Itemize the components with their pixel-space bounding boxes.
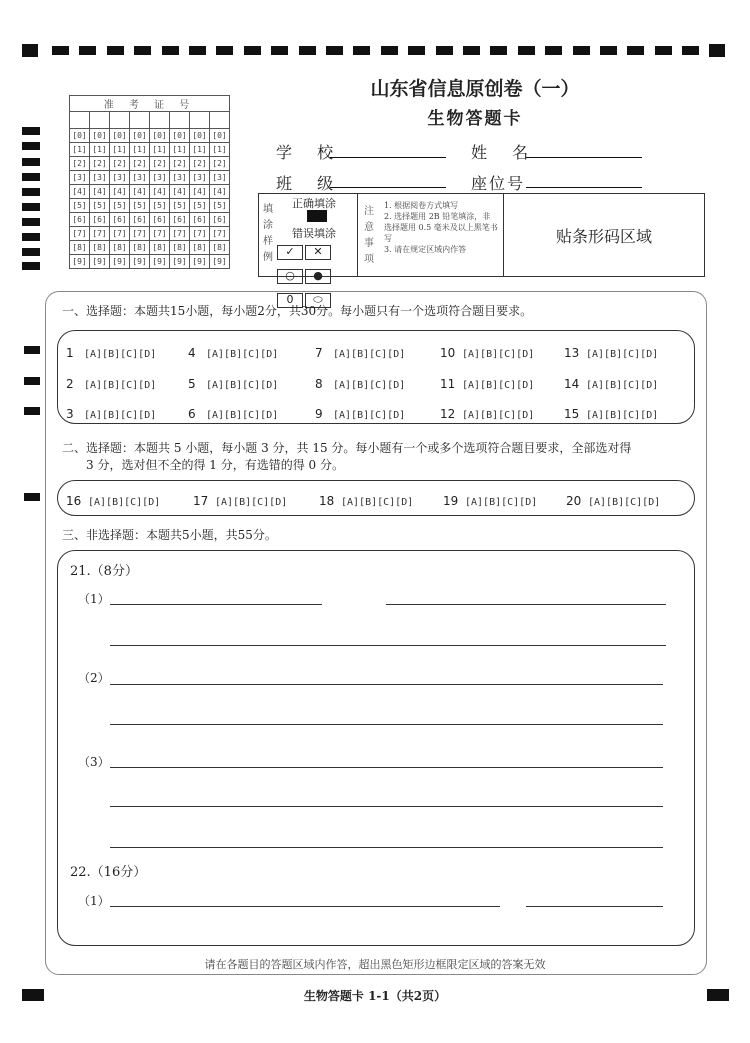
admission-bubble[interactable]: [8] [190,241,210,255]
seat-field[interactable] [526,187,642,188]
admission-bubble[interactable]: [7] [170,227,190,241]
multi-choice-question[interactable] [319,490,413,509]
timing-mark [436,46,453,55]
admission-bubble[interactable]: [8] [150,241,170,255]
section2-answer-box[interactable] [57,480,695,516]
choice-question[interactable] [564,373,658,392]
wrong-fill-mark: ✕ [305,245,331,260]
admission-bubble[interactable]: [1] [110,143,130,157]
timing-mark [79,46,96,55]
timing-mark [490,46,507,55]
admission-bubble[interactable]: [9] [70,255,90,269]
seat-label: 座位号 [471,174,526,193]
admission-bubble[interactable]: [2] [130,157,150,171]
barcode-label: 贴条形码区域 [555,226,652,246]
admission-bubble[interactable]: [5] [170,199,190,213]
timing-mark [600,46,617,55]
option-bubbles[interactable]: [A][B][C][D] [586,379,659,391]
choice-question[interactable] [315,403,405,422]
admission-bubble[interactable]: [2] [190,157,210,171]
q21-part3-line-b[interactable] [110,806,663,807]
admission-bubble[interactable]: [3] [130,171,150,185]
admission-bubble[interactable]: [6] [190,213,210,227]
notes-item: 1. 根据阅卷方式填写 [384,201,459,210]
admission-bubble[interactable]: [4] [190,185,210,199]
admission-bubble[interactable]: [1] [190,143,210,157]
notes-side-label [364,204,374,268]
timing-mark [299,46,316,55]
admission-bubble[interactable]: [2] [110,157,130,171]
admission-bubble[interactable]: [9] [110,255,130,269]
q22-label: 22.（16分） [70,865,147,880]
admission-bubble[interactable]: [6] [70,213,90,227]
choice-question[interactable] [66,373,156,392]
timing-mark [326,46,343,55]
notes-box [357,193,504,277]
wrong-fill-mark: 0 [277,293,303,308]
question-number: 3 [66,407,74,421]
timing-mark [271,46,288,55]
question-number: 10 [440,346,456,360]
section2-instructions-line1: 二、选择题：本题共 5 小题，每小题 3 分，共 15 分。每小题有一个或多个选项符合题目要求，全部选对得 [62,441,632,455]
fill-side-char: 样 [263,236,273,247]
question-number: 14 [564,376,580,391]
q21-part2-line-a[interactable] [110,684,663,685]
q22-part1-label: （1） [78,894,110,908]
choice-question[interactable] [315,342,405,361]
option-bubbles[interactable]: [A][B][C][D] [586,410,659,421]
notes-side-char: 注 [364,206,374,217]
option-bubbles[interactable]: [A][B][C][D] [462,379,535,391]
admission-bubble[interactable]: [5] [210,199,230,213]
admission-bubble[interactable]: [8] [110,241,130,255]
admission-bubble[interactable]: [7] [90,227,110,241]
choice-question[interactable] [440,342,534,361]
timing-mark [52,46,69,55]
timing-mark [627,46,644,55]
admission-bubble[interactable]: [3] [90,171,110,185]
class-label: 班 级 [276,174,344,193]
multi-choice-question[interactable] [66,490,160,509]
admission-bubble[interactable]: [7] [130,227,150,241]
timing-mark [162,46,179,55]
admission-bubble[interactable]: [2] [70,157,90,171]
question-number: 20 [566,494,582,508]
question-number: 15 [564,407,580,421]
timing-mark [463,46,480,55]
notes-side-char: 意 [364,222,374,233]
admission-bubble[interactable]: [4] [170,185,190,199]
question-number: 13 [564,346,580,360]
section1-instructions: 一、选择题：本题共15小题，每小题2分，共30分。每小题只有一个选项符合题目要求。 [62,304,533,318]
admission-bubble[interactable]: [6] [110,213,130,227]
question-number: 11 [440,376,456,391]
admission-bubble[interactable]: [6] [130,213,150,227]
admission-bubble[interactable]: [6] [150,213,170,227]
multi-choice-question[interactable] [193,490,287,509]
school-field[interactable] [330,157,446,158]
admission-bubble[interactable]: [1] [170,143,190,157]
choice-question[interactable] [188,403,278,422]
fill-example-box [258,193,358,306]
admission-bubble[interactable]: [1] [70,143,90,157]
admission-bubble[interactable]: [0] [170,129,190,143]
admission-bubble[interactable]: [8] [210,241,230,255]
fill-side-char: 涂 [263,220,273,231]
admission-bubble[interactable]: [8] [90,241,110,255]
name-field[interactable] [526,157,642,158]
timing-mark [655,46,672,55]
choice-question[interactable] [440,403,534,422]
admission-bubble[interactable]: [5] [90,199,110,213]
section3-answer-box[interactable] [57,550,695,946]
section3-instructions: 三、非选择题：本题共5小题，共55分。 [62,528,277,542]
option-bubbles[interactable]: [A][B][C][D] [341,497,414,508]
option-bubbles[interactable]: [A][B][C][D] [206,349,279,360]
option-bubbles[interactable]: [A][B][C][D] [84,349,157,360]
admission-bubble[interactable]: [9] [90,255,110,269]
q21-part1-line-a[interactable] [110,604,322,605]
admission-bubble[interactable]: [5] [110,199,130,213]
admission-bubble[interactable]: [6] [210,213,230,227]
notes-item: 3. 请在规定区域内作答 [384,245,467,254]
admission-bubble[interactable]: [9] [170,255,190,269]
section1-answer-box[interactable] [57,330,695,424]
option-bubbles[interactable]: [A][B][C][D] [465,497,538,508]
q21-part1-line-b[interactable] [386,604,666,605]
choice-question[interactable] [188,342,278,361]
option-bubbles[interactable]: [A][B][C][D] [462,410,535,421]
option-bubbles[interactable]: [A][B][C][D] [462,349,535,360]
admission-bubble[interactable]: [1] [90,143,110,157]
timing-mark [573,46,590,55]
admission-bubble[interactable]: [3] [110,171,130,185]
admission-bubble[interactable]: [2] [150,157,170,171]
admission-bubble[interactable]: [3] [210,171,230,185]
q21-label: 21.（8分） [70,564,138,579]
timing-mark [545,46,562,55]
admission-bubble[interactable]: [0] [210,129,230,143]
question-number: 18 [319,494,335,508]
admission-bubble[interactable]: [8] [170,241,190,255]
option-bubbles[interactable]: [A][B][C][D] [333,410,406,421]
timing-mark [216,46,233,55]
option-bubbles[interactable]: [A][B][C][D] [88,497,161,508]
admission-number-grid[interactable] [69,95,230,269]
timing-mark [682,46,699,55]
admission-bubble[interactable]: [5] [190,199,210,213]
admission-bubble[interactable]: [1] [150,143,170,157]
question-number: 19 [443,494,459,508]
notes-side-char: 事 [364,238,374,249]
school-label: 学 校 [276,143,344,162]
q21-part3-line-a[interactable] [110,767,663,768]
q21-part3-line-c[interactable] [110,847,663,848]
admission-bubble[interactable]: [7] [150,227,170,241]
question-number: 4 [188,346,196,360]
choice-question[interactable] [66,342,156,361]
admission-bubble[interactable]: [3] [150,171,170,185]
wrong-fill-mark: ✓ [277,245,303,260]
admission-bubble[interactable]: [4] [70,185,90,199]
admission-bubble[interactable]: [3] [70,171,90,185]
admission-bubble[interactable]: [9] [150,255,170,269]
admission-bubble[interactable]: [7] [110,227,130,241]
option-bubbles[interactable]: [A][B][C][D] [84,410,157,421]
multi-choice-question[interactable] [443,490,537,509]
fill-side-char: 填 [263,204,273,215]
section2-instructions-line2: 3 分，选对但不全的得 1 分，有选错的得 0 分。 [86,458,344,472]
admission-bubble[interactable]: [3] [190,171,210,185]
q22-part1-line-b[interactable] [526,906,663,907]
timing-mark [107,46,124,55]
option-bubbles[interactable]: [A][B][C][D] [206,379,279,391]
page-number: 生物答题卡 1-1（共2页） [303,989,447,1003]
q21-part1-line-c[interactable] [110,645,666,646]
option-bubbles[interactable]: [A][B][C][D] [206,410,279,421]
admission-bubble[interactable]: [0] [70,129,90,143]
question-number: 5 [188,376,196,391]
admission-bubble[interactable]: [5] [70,199,90,213]
admission-bubble[interactable]: [5] [130,199,150,213]
choice-question[interactable] [315,373,405,392]
question-number: 16 [66,494,82,508]
q21-part1-label: （1） [78,592,110,606]
admission-bubble[interactable]: [2] [170,157,190,171]
admission-bubble[interactable]: [2] [210,157,230,171]
admission-bubble[interactable]: [8] [70,241,90,255]
admission-bubble[interactable]: [0] [150,129,170,143]
choice-question[interactable] [564,342,658,361]
choice-question[interactable] [66,403,156,422]
wrong-fill-mark: ● [305,269,331,284]
admission-header: 准 考 证 号 [70,96,230,112]
footer-warning: 请在各题目的答题区域内作答，超出黑色矩形边框限定区域的答案无效 [204,958,546,971]
admission-bubble[interactable]: [2] [90,157,110,171]
question-number: 12 [440,407,456,421]
question-number: 1 [66,346,74,360]
multi-choice-question[interactable] [566,490,660,509]
name-label: 姓 名 [471,143,539,162]
admission-bubble[interactable]: [0] [90,129,110,143]
admission-bubble[interactable]: [0] [130,129,150,143]
admission-bubble[interactable]: [4] [130,185,150,199]
wrong-fill-mark: ⬭ [305,293,331,308]
question-number: 17 [193,494,209,508]
choice-question[interactable] [564,403,658,422]
admission-bubble[interactable]: [9] [210,255,230,269]
admission-bubble[interactable]: [1] [210,143,230,157]
admission-bubble[interactable]: [9] [190,255,210,269]
notes-list [384,200,498,255]
correct-fill-label: 正确填涂 [292,197,336,210]
question-number: 6 [188,407,196,421]
timing-mark [408,46,425,55]
admission-bubble[interactable]: [9] [130,255,150,269]
question-number: 9 [315,407,323,421]
fill-example-side-label [263,202,273,266]
q21-part3-label: （3） [78,755,110,769]
correct-fill-mark [307,210,327,222]
option-bubbles[interactable]: [A][B][C][D] [588,497,661,508]
q22-part1-line-a[interactable] [110,906,500,907]
admission-bubble[interactable]: [4] [210,185,230,199]
admission-bubble[interactable]: [6] [170,213,190,227]
option-bubbles[interactable]: [A][B][C][D] [586,349,659,360]
timing-mark [381,46,398,55]
admission-bubble[interactable]: [5] [150,199,170,213]
admission-bubble[interactable]: [1] [130,143,150,157]
q21-part2-line-b[interactable] [110,724,663,725]
timing-mark [189,46,206,55]
option-bubbles[interactable]: [A][B][C][D] [84,379,157,391]
timing-mark [353,46,370,55]
notes-item: 2. 选择题用 2B 铅笔填涂，非选择题用 0.5 毫米及以上黑笔书写 [384,212,498,243]
timing-mark [244,46,261,55]
admission-bubble[interactable]: [4] [110,185,130,199]
option-bubbles[interactable]: [A][B][C][D] [333,379,406,391]
admission-bubble[interactable]: [7] [70,227,90,241]
admission-bubble[interactable]: [3] [170,171,190,185]
admission-bubble[interactable]: [0] [190,129,210,143]
fill-side-char: 例 [263,252,273,263]
admission-bubble[interactable]: [6] [90,213,110,227]
admission-bubble[interactable]: [4] [90,185,110,199]
admission-bubble[interactable]: [4] [150,185,170,199]
timing-mark [518,46,535,55]
admission-bubble[interactable]: [7] [210,227,230,241]
admission-bubble[interactable]: [7] [190,227,210,241]
barcode-area [503,193,705,277]
admission-bubble[interactable]: [8] [130,241,150,255]
page-title: 山东省信息原创卷（一） [370,78,580,100]
wrong-fill-mark: ○ [277,269,303,284]
admission-bubble[interactable]: [0] [110,129,130,143]
page-subtitle: 生物答题卡 [427,109,523,129]
question-number: 7 [315,346,323,360]
q21-part2-label: （2） [78,671,110,685]
choice-question[interactable] [188,373,278,392]
notes-side-char: 项 [364,254,374,265]
wrong-fill-label: 错误填涂 [292,227,336,240]
timing-mark [134,46,151,55]
choice-question[interactable] [440,373,534,392]
question-number: 8 [315,376,323,391]
option-bubbles[interactable]: [A][B][C][D] [333,349,406,360]
question-number: 2 [66,376,74,391]
class-field[interactable] [330,187,446,188]
option-bubbles[interactable]: [A][B][C][D] [215,497,288,508]
